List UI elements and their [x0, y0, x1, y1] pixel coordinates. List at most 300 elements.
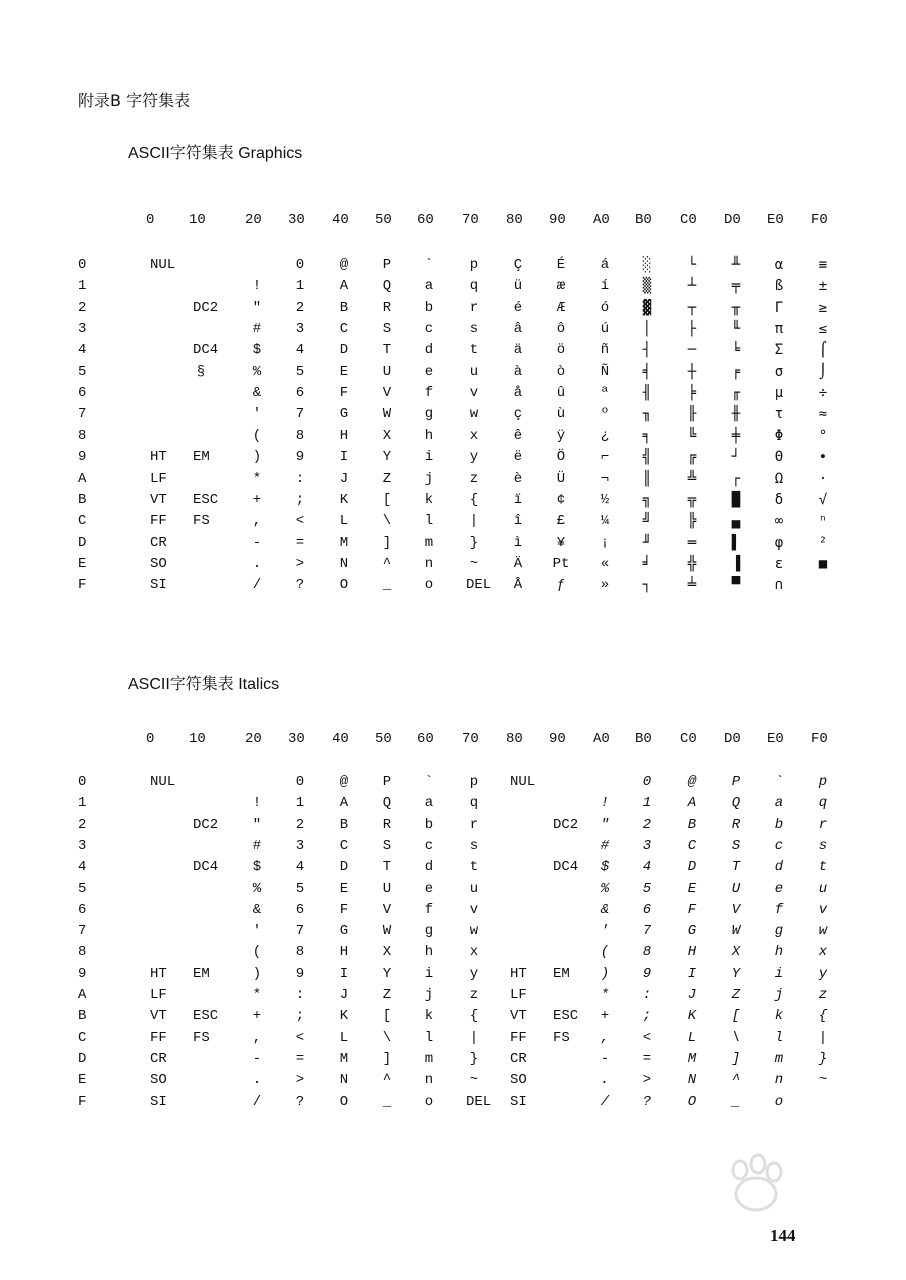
table-cell: ▐ [731, 555, 741, 572]
table-cell: , [252, 513, 262, 530]
table-cell: CR [510, 1050, 527, 1067]
table-cell: ═ [687, 534, 697, 551]
table-cell: [ [731, 1008, 741, 1025]
column-header: D0 [724, 731, 741, 747]
table-cell: m [774, 1050, 784, 1067]
row-label: 0 [78, 774, 87, 790]
table-cell: E [339, 363, 349, 380]
table-cell: ( [252, 427, 262, 444]
table-cell: 7 [642, 923, 652, 940]
table-cell: ╨ [731, 257, 741, 273]
table-cell: Z [731, 987, 741, 1003]
table-cell: FS [193, 1029, 210, 1046]
table-cell: é [513, 299, 523, 316]
table-cell: * [252, 987, 262, 1003]
table-cell: 0 [642, 774, 652, 790]
table-cell: _ [731, 1093, 741, 1110]
table-cell: ñ [600, 342, 610, 359]
table-cell: ° [818, 427, 828, 444]
table-cell: SO [150, 555, 167, 572]
table-cell: x [469, 944, 479, 961]
table-cell: u [469, 363, 479, 380]
row-label: 8 [78, 944, 87, 961]
table-cell: à [513, 363, 523, 380]
table-cell: B [339, 816, 349, 833]
table-cell: û [556, 385, 566, 402]
table-cell: 6 [295, 385, 305, 402]
table-cell: q [818, 795, 828, 812]
table-cell: FS [553, 1029, 570, 1046]
row-label: F [78, 577, 87, 594]
table-cell: A [339, 278, 349, 295]
table-cell: & [252, 385, 262, 402]
table-cell: ú [600, 321, 610, 338]
table-cell: Θ [774, 449, 784, 466]
table-cell: s [818, 837, 828, 854]
table-cell: c [424, 837, 434, 854]
table-cell: ╗ [642, 491, 652, 508]
table-cell: µ [774, 385, 784, 402]
table-cell: l [424, 1029, 434, 1046]
table-cell: 8 [295, 944, 305, 961]
row-label: 8 [78, 427, 87, 444]
table-cell: ¡ [600, 534, 610, 551]
table-cell: S [382, 837, 392, 854]
column-header: F0 [811, 212, 828, 228]
table-cell: EM [553, 965, 570, 982]
table-cell: ¼ [600, 513, 610, 530]
table-cell: ╞ [687, 385, 697, 402]
table-cell: w [469, 406, 479, 423]
table-cell: ] [382, 1050, 392, 1067]
table-cell: > [295, 1072, 305, 1089]
column-header: C0 [680, 731, 697, 747]
table-cell: ) [252, 449, 262, 466]
table-cell: # [252, 837, 262, 854]
table-cell: @ [687, 774, 697, 790]
table-cell: 3 [642, 837, 652, 854]
table-cell: LF [150, 470, 167, 487]
table-cell: ^ [382, 555, 392, 572]
table-cell: Σ [774, 342, 784, 359]
table-cell: R [382, 816, 392, 833]
table-cell: ( [252, 944, 262, 961]
table-cell: ╫ [731, 406, 741, 423]
table-cell: DC4 [553, 859, 579, 876]
table-cell: j [424, 987, 434, 1003]
table-cell: k [774, 1008, 784, 1025]
table-cell: Q [382, 278, 392, 295]
table-cell: K [339, 1008, 349, 1025]
table-cell: 1 [295, 795, 305, 812]
table-cell: J [687, 987, 697, 1003]
table-cell: ESC [193, 491, 219, 508]
table-cell: { [469, 1008, 479, 1025]
table-cell: R [731, 816, 741, 833]
table-cell: DC4 [193, 342, 219, 359]
column-header: 10 [189, 731, 206, 747]
row-label: 6 [78, 385, 87, 402]
table-cell: NUL [150, 257, 176, 273]
table-cell: ' [600, 923, 610, 940]
table-cell: ï [513, 491, 523, 508]
table-cell: z [469, 987, 479, 1003]
table-cell: █ [731, 491, 741, 508]
row-label: 2 [78, 816, 87, 833]
table-cell: FF [510, 1029, 527, 1046]
table-cell: M [339, 534, 349, 551]
table-cell: u [469, 880, 479, 897]
table-cell: ╠ [687, 513, 697, 530]
table-cell: S [382, 321, 392, 338]
table-cell: FF [150, 1029, 167, 1046]
table-cell: 6 [642, 901, 652, 918]
column-header: 50 [375, 212, 392, 228]
table-cell: g [424, 923, 434, 940]
table-cell: * [600, 987, 610, 1003]
table-cell: Y [731, 965, 741, 982]
row-label: 6 [78, 901, 87, 918]
table-cell: + [252, 491, 262, 508]
table-cell: ╬ [687, 555, 697, 572]
table-cell: ▌ [731, 534, 741, 551]
table-cell: í [600, 278, 610, 295]
table-cell: ä [513, 342, 523, 359]
table-cell: ª [600, 385, 610, 402]
column-header: 40 [332, 212, 349, 228]
table-cell: " [600, 816, 610, 833]
table-cell: % [252, 880, 262, 897]
table-cell: b [424, 299, 434, 316]
baidu-watermark-logo [648, 1150, 858, 1250]
table-cell: T [382, 859, 392, 876]
table-cell: y [469, 965, 479, 982]
table-cell: : [642, 987, 652, 1003]
table-cell: F [339, 385, 349, 402]
table-cell: \ [382, 1029, 392, 1046]
table-cell: 0 [295, 257, 305, 273]
table-cell: < [642, 1029, 652, 1046]
table-cell: æ [556, 278, 566, 295]
table-cell: ¥ [556, 534, 566, 551]
table-cell: Pt [552, 555, 570, 572]
table-cell: ╢ [642, 385, 652, 402]
table-cell: Ü [556, 470, 566, 487]
table-cell: a [424, 795, 434, 812]
table-cell: N [339, 555, 349, 572]
table-cell: % [252, 363, 262, 380]
table-cell: s [469, 837, 479, 854]
table-cell: O [339, 1093, 349, 1110]
table-cell: r [469, 816, 479, 833]
column-header: 0 [146, 731, 155, 747]
table-cell: 3 [295, 321, 305, 338]
table-cell: v [469, 901, 479, 918]
table-cell: ╥ [731, 299, 741, 316]
column-header: E0 [767, 731, 784, 747]
table-cell: ` [774, 774, 784, 790]
table-cell: Q [382, 795, 392, 812]
table-cell: DC2 [553, 816, 579, 833]
table-cell: < [295, 513, 305, 530]
table-cell: ⌡ [818, 363, 828, 380]
column-header: 90 [549, 731, 566, 747]
row-label: 2 [78, 299, 87, 316]
table-cell: ≈ [818, 406, 828, 423]
table-cell: ÷ [818, 385, 828, 402]
table-cell: a [774, 795, 784, 812]
table-cell: | [818, 1029, 828, 1046]
table-cell: } [818, 1050, 828, 1067]
table-cell: m [424, 534, 434, 551]
appendix-title: 附录B 字符集表 [78, 91, 191, 110]
table-cell: VT [150, 491, 167, 508]
table-cell: W [731, 923, 741, 940]
column-header: 10 [189, 212, 206, 228]
table-cell: v [818, 901, 828, 918]
table-cell: l [424, 513, 434, 530]
table-cell: SO [510, 1072, 527, 1089]
table-cell: ' [252, 923, 262, 940]
table-cell: ç [513, 406, 523, 423]
table-cell: = [295, 1050, 305, 1067]
row-label: A [78, 987, 87, 1003]
table-cell: 1 [642, 795, 652, 812]
table-cell: SI [510, 1093, 527, 1110]
table-cell: - [600, 1050, 610, 1067]
table-cell: L [687, 1029, 697, 1046]
table-cell: p [469, 257, 479, 273]
table-cell: ╔ [687, 449, 697, 466]
table-cell: C [339, 837, 349, 854]
table-cell: @ [339, 257, 349, 273]
table-cell: ^ [731, 1072, 741, 1089]
table-cell: X [382, 427, 392, 444]
row-label: C [78, 513, 87, 530]
table-cell: k [424, 1008, 434, 1025]
column-header: 0 [146, 212, 155, 228]
table-cell: | [469, 513, 479, 530]
row-label: 5 [78, 880, 87, 897]
table-cell: ╧ [687, 577, 697, 594]
table-cell: c [424, 321, 434, 338]
table-cell: h [424, 944, 434, 961]
table-cell: ∞ [774, 513, 784, 530]
table-cell: 9 [295, 965, 305, 982]
table-cell: Γ [774, 299, 784, 316]
column-header: C0 [680, 212, 697, 228]
column-header: 20 [245, 212, 262, 228]
row-label: 0 [78, 257, 87, 273]
table-cell: ▀ [731, 577, 741, 594]
table-cell: 5 [642, 880, 652, 897]
table-cell: DEL [466, 577, 492, 594]
table-cell: ╓ [731, 385, 741, 402]
row-label: 9 [78, 449, 87, 466]
table-cell: / [600, 1093, 610, 1110]
row-label: 7 [78, 406, 87, 423]
table-cell: | [469, 1029, 479, 1046]
column-header: 80 [506, 212, 523, 228]
table-cell: C [339, 321, 349, 338]
page-number: 144 [770, 1226, 796, 1245]
table-cell: i [424, 965, 434, 982]
table-cell: K [339, 491, 349, 508]
table-cell: n [774, 1072, 784, 1089]
row-label: 3 [78, 321, 87, 338]
table-cell: - [252, 1050, 262, 1067]
table-cell: t [818, 859, 828, 876]
table-cell: å [513, 385, 523, 402]
table-cell: δ [774, 491, 784, 508]
table-cell: h [424, 427, 434, 444]
table-cell: Q [731, 795, 741, 812]
table-cell: ε [774, 555, 784, 572]
table-cell: SI [150, 577, 167, 594]
table-cell: ║ [642, 470, 652, 487]
table-cell: r [818, 816, 828, 833]
table-cell: ; [642, 1008, 652, 1025]
table-cell: ) [600, 965, 610, 982]
column-header: E0 [767, 212, 784, 228]
row-label: B [78, 1008, 87, 1025]
table-cell: ` [424, 257, 434, 273]
table-cell: a [424, 278, 434, 295]
table-cell: + [600, 1008, 610, 1025]
table-cell: G [339, 923, 349, 940]
table-cell: ■ [818, 555, 828, 572]
table-cell: ± [818, 278, 828, 295]
table-cell: s [469, 321, 479, 338]
table-cell: Z [382, 470, 392, 487]
table-cell: π [774, 321, 784, 338]
table-cell: σ [774, 363, 784, 380]
table-cell: ESC [553, 1008, 579, 1025]
table-cell: , [600, 1029, 610, 1046]
column-header: 80 [506, 731, 523, 747]
table-cell: ≡ [818, 257, 828, 273]
table-cell: [ [382, 1008, 392, 1025]
graphics-section-title: ASCII字符集表 Graphics [128, 145, 303, 162]
table-cell: Ç [513, 257, 523, 273]
table-cell: X [382, 944, 392, 961]
table-cell: Ö [556, 449, 566, 466]
table-cell: ' [252, 406, 262, 423]
table-cell: ├ [687, 321, 697, 338]
table-cell: t [469, 342, 479, 359]
table-cell: ╩ [687, 470, 697, 487]
table-cell: ! [252, 278, 262, 295]
table-cell: p [818, 774, 828, 790]
table-cell: L [339, 513, 349, 530]
table-cell: x [469, 427, 479, 444]
table-cell: w [818, 923, 828, 940]
table-cell: # [252, 321, 262, 338]
table-cell: { [818, 1008, 828, 1025]
table-cell: e [424, 880, 434, 897]
row-label: E [78, 1072, 87, 1089]
table-cell: 9 [642, 965, 652, 982]
table-cell: g [424, 406, 434, 423]
table-cell: ╤ [731, 278, 741, 295]
table-cell: 5 [295, 880, 305, 897]
table-cell: @ [339, 774, 349, 790]
table-cell: P [382, 257, 392, 273]
table-cell: DEL [466, 1093, 492, 1110]
table-cell: τ [774, 406, 784, 423]
table-cell: U [382, 880, 392, 897]
row-label: 1 [78, 278, 87, 295]
table-cell: è [513, 470, 523, 487]
table-cell: 6 [295, 901, 305, 918]
table-cell: n [424, 1072, 434, 1089]
table-cell: I [687, 965, 697, 982]
table-cell: F [339, 901, 349, 918]
table-cell: % [600, 880, 610, 897]
table-cell: ┼ [687, 363, 697, 380]
table-cell: m [424, 1050, 434, 1067]
table-cell: D [339, 859, 349, 876]
table-cell: d [424, 342, 434, 359]
table-cell: ¿ [600, 427, 610, 444]
table-cell: N [687, 1072, 697, 1089]
row-label: D [78, 534, 87, 551]
table-cell: VT [510, 1008, 527, 1025]
table-cell: HT [150, 449, 167, 466]
table-cell: y [469, 449, 479, 466]
row-label: 4 [78, 342, 87, 359]
row-label: 9 [78, 965, 87, 982]
table-cell: » [600, 577, 610, 594]
table-cell: Φ [774, 427, 784, 444]
row-label: A [78, 470, 87, 487]
table-cell: 2 [295, 816, 305, 833]
table-cell: 5 [295, 363, 305, 380]
table-cell: ┤ [642, 342, 652, 359]
table-cell: 4 [642, 859, 652, 876]
table-cell: c [774, 837, 784, 854]
column-header: 60 [417, 212, 434, 228]
table-cell: t [469, 859, 479, 876]
table-cell: HT [150, 965, 167, 982]
table-cell: 7 [295, 406, 305, 423]
table-cell: # [600, 837, 610, 854]
column-header: A0 [593, 731, 610, 747]
table-cell: P [382, 774, 392, 790]
table-cell: ░ [642, 257, 652, 273]
table-cell: P [731, 774, 741, 790]
table-cell: NUL [510, 774, 536, 790]
table-cell: J [339, 987, 349, 1003]
table-cell: B [339, 299, 349, 316]
table-cell: ╙ [731, 321, 741, 338]
table-cell: ┘ [731, 449, 741, 466]
table-cell: HT [510, 965, 527, 982]
table-cell: R [382, 299, 392, 316]
table-cell: ƒ [556, 577, 566, 594]
table-cell: ¢ [556, 491, 566, 508]
table-cell: b [424, 816, 434, 833]
table-cell: CR [150, 534, 167, 551]
table-cell: á [600, 257, 610, 273]
table-cell: i [424, 449, 434, 466]
table-cell: ? [295, 577, 305, 594]
table-cell: J [339, 470, 349, 487]
column-header: B0 [635, 731, 652, 747]
table-cell: . [252, 1072, 262, 1089]
table-cell: , [252, 1029, 262, 1046]
table-cell: ~ [818, 1072, 828, 1089]
